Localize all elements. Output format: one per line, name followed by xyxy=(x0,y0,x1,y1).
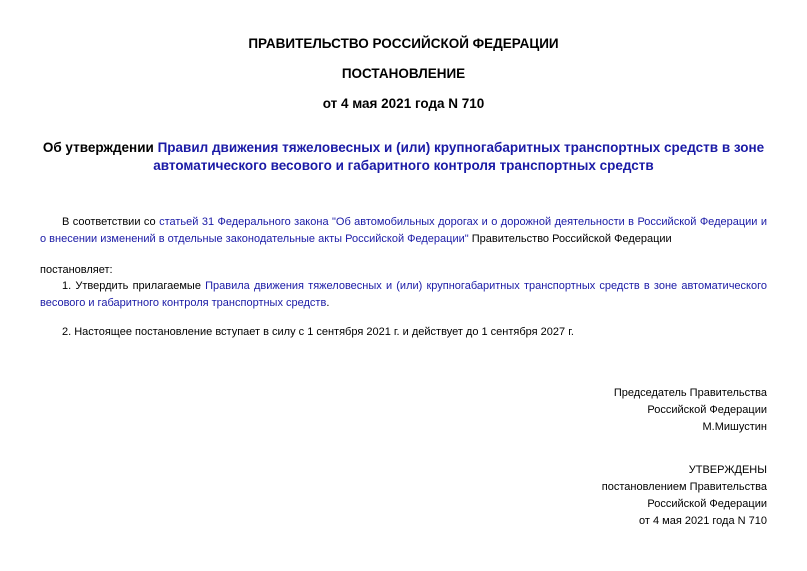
preamble-prefix: В соответствии со xyxy=(62,216,160,228)
title-prefix: Об утверждении xyxy=(42,140,158,155)
item-1-prefix: 1. Утвердить прилагаемые xyxy=(62,280,206,292)
paragraph-item-1 xyxy=(40,278,767,312)
paragraph-preamble xyxy=(40,214,767,248)
document-type-heading: ПОСТАНОВЛЕНИЕ xyxy=(341,66,466,81)
approval-block xyxy=(602,462,767,530)
rules-link[interactable]: Правила движения тяжеловесных и (или) крупногабаритных транспортных средств в зоне автоматического весового и габаритного контроля транспортных средств xyxy=(40,280,767,309)
signature-position: Председатель Правительства xyxy=(613,387,767,399)
paragraph-item-2: 2. Настоящее постановление вступает в силу с 1 сентября 2021 г. и действует до 1 сентября 2027 г. xyxy=(62,326,574,338)
org-heading: ПРАВИТЕЛЬСТВО РОССИЙСКОЙ ФЕДЕРАЦИИ xyxy=(248,36,559,51)
signature-block xyxy=(614,385,767,436)
approval-country: Российской Федерации xyxy=(647,498,767,510)
signature-name: М.Мишустин xyxy=(702,421,767,433)
approval-date: от 4 мая 2021 года N 710 xyxy=(639,515,767,527)
document-title xyxy=(40,139,767,175)
approval-by: постановлением Правительства xyxy=(601,481,767,493)
law-article-link[interactable]: статьей 31 Федерального закона "Об автомобильных дорогах и о дорожной деятельности в Российской Федерации и о внесении изменений в отдельные законодательные акты Российской Федерации" xyxy=(40,216,767,245)
approval-heading: УТВЕРЖДЕНЫ xyxy=(688,464,767,476)
paragraph-resolves: постановляет: xyxy=(40,264,113,276)
preamble-suffix: Правительство Российской Федерации xyxy=(468,233,672,245)
title-rules-link[interactable]: Правил движения тяжеловесных и (или) крупногабаритных транспортных средств в зоне автоматического весового и габаритного контроля транспортных средств xyxy=(153,140,765,173)
document-date-number: от 4 мая 2021 года N 710 xyxy=(322,96,485,111)
signature-country: Российской Федерации xyxy=(647,404,767,416)
item-1-suffix: . xyxy=(326,297,330,309)
